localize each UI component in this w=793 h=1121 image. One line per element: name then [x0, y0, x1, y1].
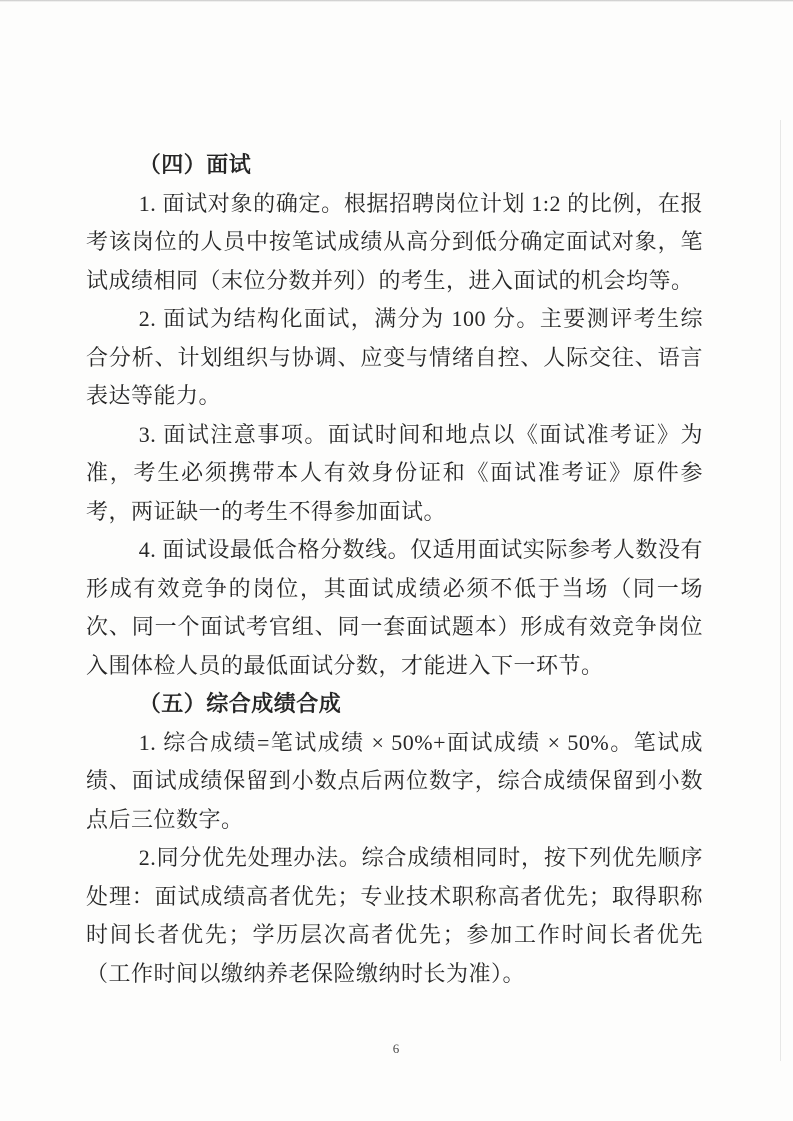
section-heading-interview: （四）面试	[138, 152, 252, 177]
paragraph-tiebreak-rules: 2.同分优先处理办法。综合成绩相同时，按下列优先顺序处理：面试成绩高者优先；专业技术职称高者优先；取得职称时间长者优先；学历层次高者优先；参加工作时间长者优先（工作时间以缴纳养老保险缴纳时长为准）。	[86, 845, 703, 986]
paragraph-interview-minimum-score: 4. 面试设最低合格分数线。仅适用面试实际参考人数没有形成有效竞争的岗位，其面试成绩必须不低于当场（同一场次、同一个面试考官组、同一套面试题本）形成有效竞争岗位入围体检人员的最低面试分数，才能进入下一环节。	[86, 537, 703, 678]
page-footer	[0, 1040, 793, 1058]
paragraph-composite-formula: 1. 综合成绩=笔试成绩 × 50%+面试成绩 × 50%。笔试成绩、面试成绩保留到小数点后两位数字，综合成绩保留到小数点后三位数字。	[86, 729, 703, 832]
scan-edge-right	[780, 120, 781, 1061]
scan-edge-top	[0, 0, 793, 2]
section-heading-composite-score: （五）综合成绩合成	[138, 691, 342, 716]
paragraph-interview-format: 2. 面试为结构化面试，满分为 100 分。主要测评考生综合分析、计划组织与协调、应变与情绪自控、人际交往、语言表达等能力。	[86, 306, 703, 408]
page-number: 6	[392, 1041, 401, 1056]
paragraph-interview-candidates: 1. 面试对象的确定。根据招聘岗位计划 1:2 的比例，在报考该岗位的人员中按笔试成绩从高分到低分确定面试对象，笔试成绩相同（末位分数并列）的考生，进入面试的机会均等。	[86, 190, 703, 293]
document-content	[86, 146, 703, 993]
paragraph-interview-notes: 3. 面试注意事项。面试时间和地点以《面试准考证》为准，考生必须携带本人有效身份证和《面试准考证》原件参考，两证缺一的考生不得参加面试。	[86, 421, 703, 524]
